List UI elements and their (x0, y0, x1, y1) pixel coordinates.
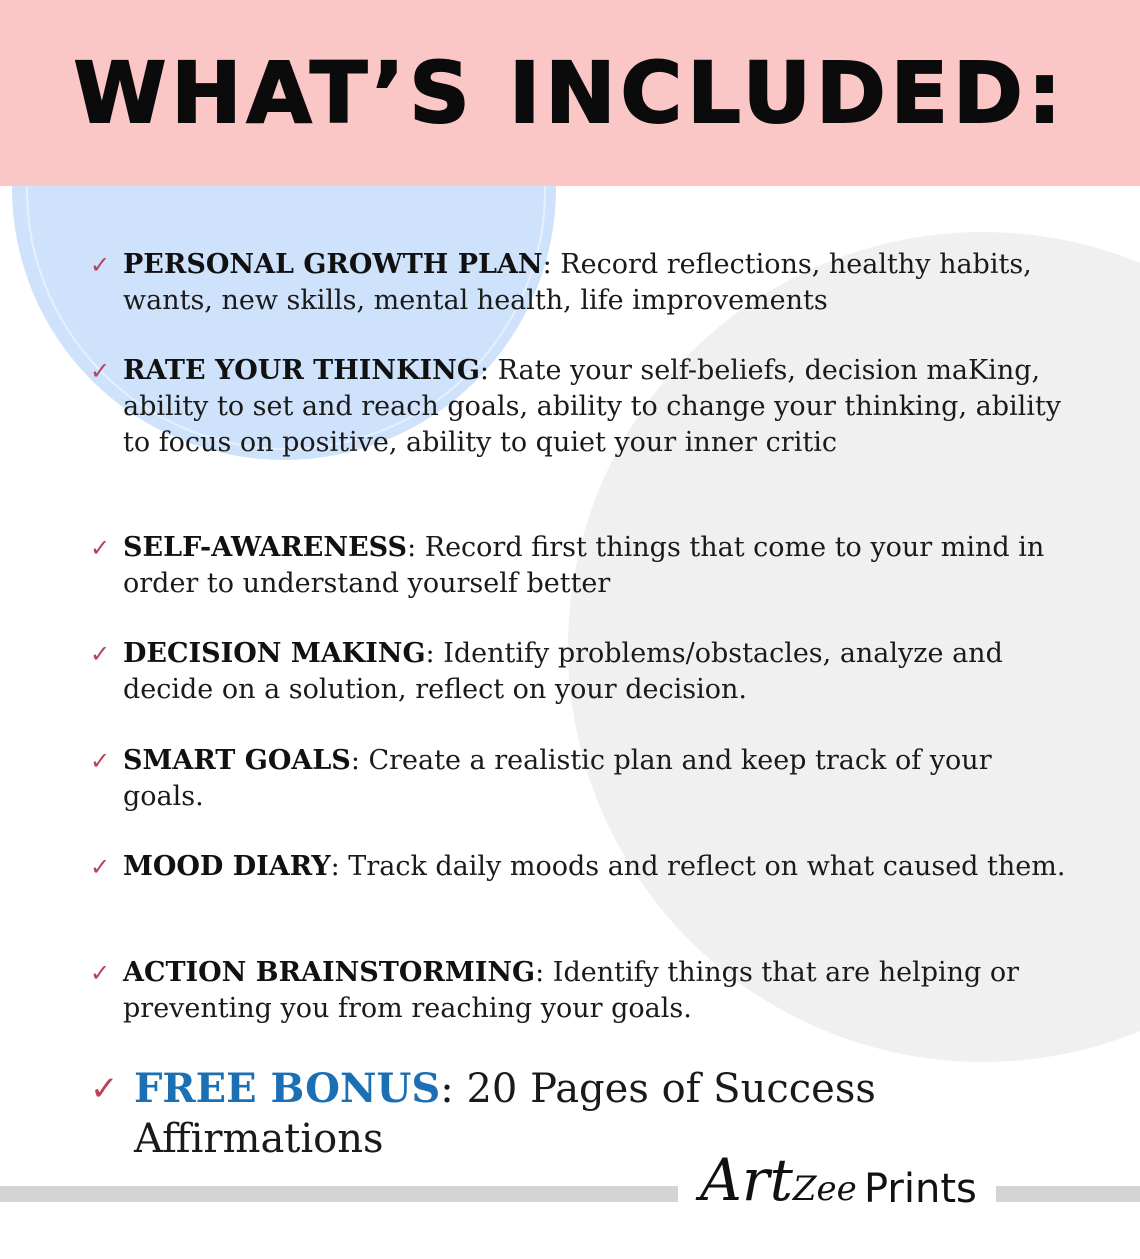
list-item-description: : Identify problems/obstacles, analyze and decide on a solution, reflect on your decision. (123, 638, 1003, 705)
footer-divider-right (996, 1186, 1140, 1202)
list-item-description: : Create a realistic plan and keep track of your goals. (123, 745, 992, 812)
list-item (90, 247, 1070, 319)
logo-script (700, 1140, 857, 1229)
logo-script-zee: Zee (792, 1169, 857, 1209)
footer-divider-left (0, 1186, 678, 1202)
list-item-title: RATE YOUR THINKING (123, 355, 480, 386)
list-item (90, 530, 1070, 602)
list-item-description: : Identify things that are helping or preventing you from reaching your goals. (123, 957, 1020, 1024)
list-item-text (123, 849, 1070, 885)
list-item-text (123, 247, 1070, 319)
list-item (90, 955, 1070, 1027)
list-item (90, 353, 1070, 461)
list-item-text (123, 530, 1070, 602)
list-item-description: : Rate your self-beliefs, decision maKing, ability to set and reach goals, ability to change your thinking, ability to focus on positive, ability to quiet your inner critic (123, 355, 1062, 458)
check-icon: ✓ (90, 853, 111, 881)
check-icon: ✓ (90, 959, 111, 987)
check-icon: ✓ (90, 1069, 119, 1109)
list-item-title: PERSONAL GROWTH PLAN (123, 249, 543, 280)
bonus-description: : 20 Pages of Success Affirmations (134, 1066, 876, 1162)
header-banner (0, 0, 1140, 186)
check-icon: ✓ (90, 747, 111, 775)
list-item-title: ACTION BRAINSTORMING (123, 957, 536, 988)
list-item-description: : Record first things that come to your mind in order to understand yourself better (123, 532, 1045, 599)
list-item (90, 636, 1070, 708)
check-icon: ✓ (90, 357, 111, 385)
bonus-title: FREE BONUS (134, 1065, 441, 1112)
check-icon: ✓ (90, 534, 111, 562)
list-item-text (123, 353, 1070, 461)
list-item (90, 849, 1070, 885)
list-item-title: DECISION MAKING (123, 638, 426, 669)
logo-script-art: Art (700, 1146, 793, 1214)
list-item-description: : Track daily moods and reflect on what caused them. (330, 851, 1066, 882)
list-item-title: MOOD DIARY (123, 851, 331, 882)
list-item-description: : Record reflections, healthy habits, wants, new skills, mental health, life improvements (123, 249, 1032, 316)
list-item-title: SMART GOALS (123, 745, 351, 776)
logo-word-prints: Prints (864, 1166, 977, 1212)
list-item-title: SELF-AWARENESS (123, 532, 408, 563)
list-item-text (123, 743, 1070, 815)
page-title: WHAT’S INCLUDED: (73, 44, 1067, 142)
list-item-text (123, 955, 1070, 1027)
list-item (90, 743, 1070, 815)
brand-logo (700, 1140, 990, 1230)
check-icon: ✓ (90, 251, 111, 279)
check-icon: ✓ (90, 640, 111, 668)
list-item-text (123, 636, 1070, 708)
